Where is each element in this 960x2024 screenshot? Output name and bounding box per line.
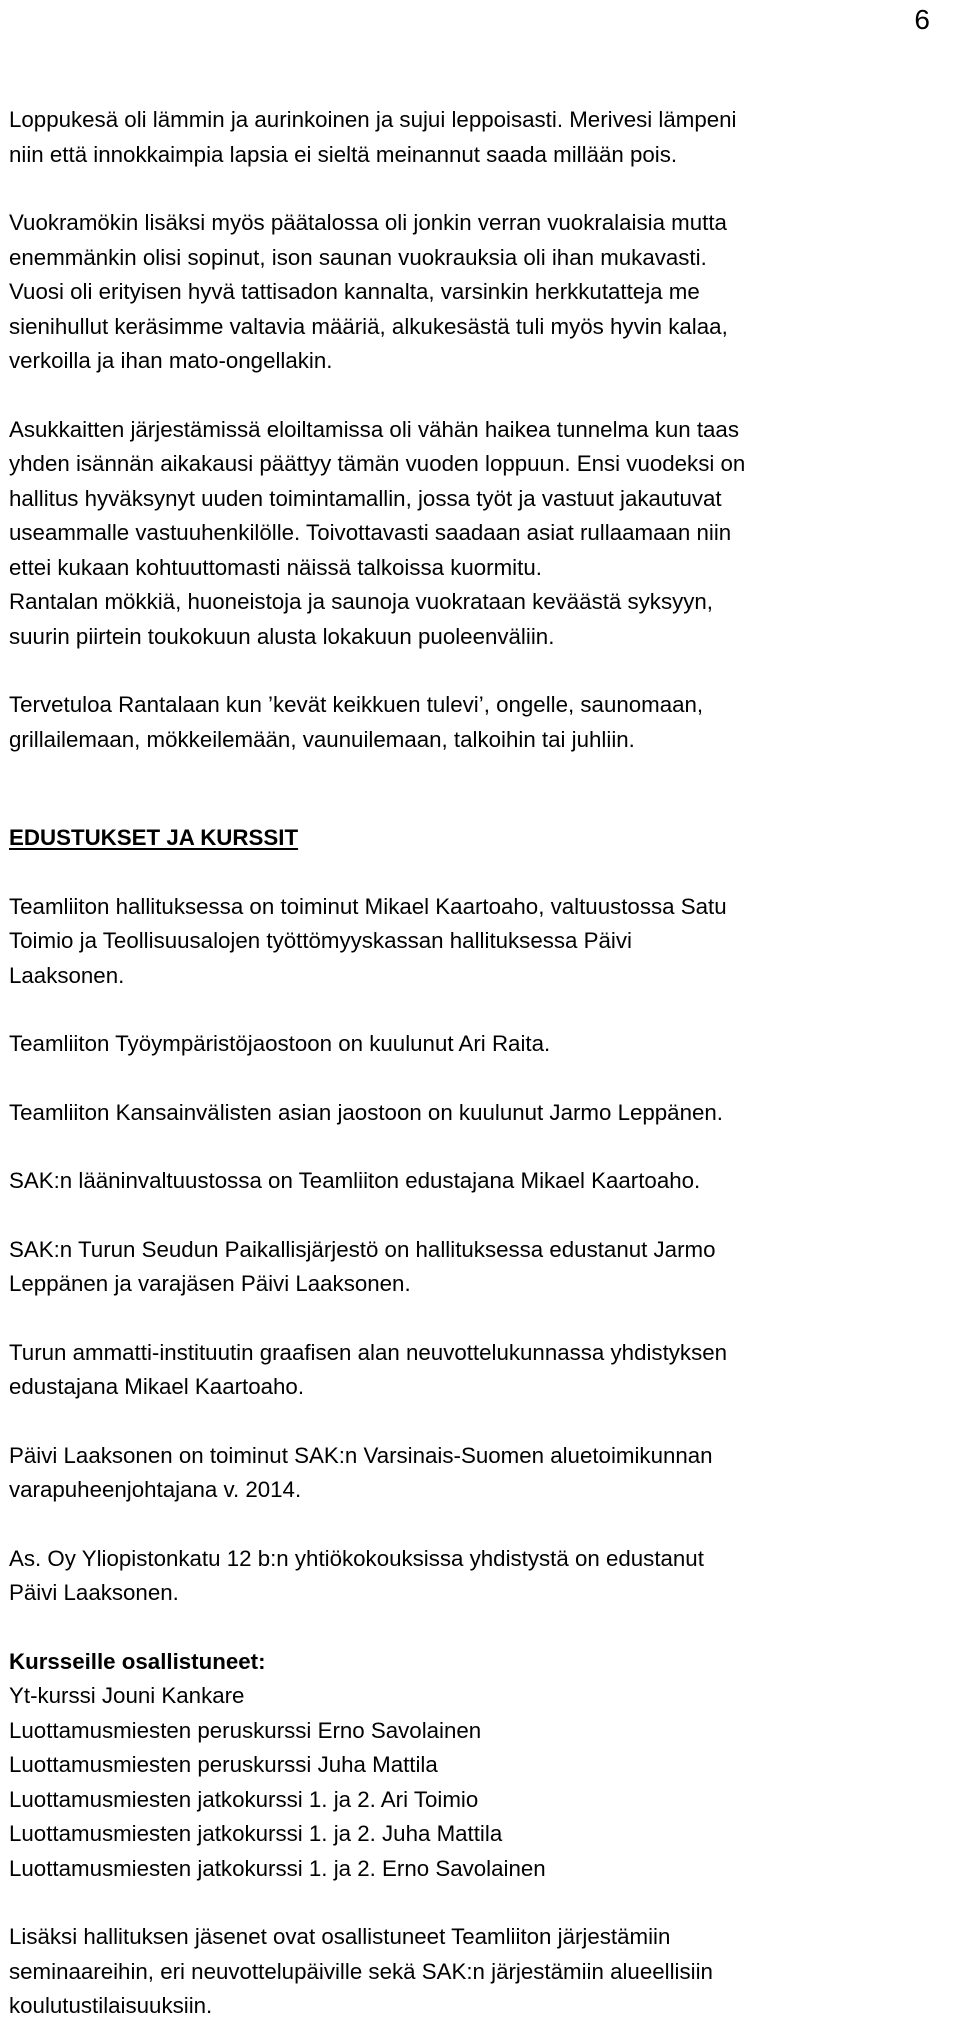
courses-title: Kursseille osallistuneet: <box>9 1648 266 1674</box>
document-body <box>9 103 954 2024</box>
section-paragraph-5: SAK:n Turun Seudun Paikallisjärjestö on hallituksessa edustanut Jarmo Leppänen ja varajäsen Päivi Laaksonen. <box>9 1236 716 1296</box>
section-paragraph-4: SAK:n lääninvaltuustossa on Teamliiton edustajana Mikael Kaartoaho. <box>9 1168 701 1193</box>
course-item: Yt-kurssi Jouni Kankare <box>9 1683 245 1708</box>
course-item: Luottamusmiesten peruskurssi Erno Savolainen <box>9 1717 482 1743</box>
intro-paragraph-4: Tervetuloa Rantalaan kun ’kevät keikkuen tulevi’, ongelle, saunomaan, grillailemaan, mökkeilemään, vaunuilemaan, talkoihin tai juhliin. <box>9 692 704 752</box>
intro-paragraph-1: Loppukesä oli lämmin ja aurinkoinen ja sujui leppoisasti. Merivesi lämpeni niin että innokkaimpia lapsia ei sieltä meinannut saada millään pois. <box>9 107 737 167</box>
courses-list <box>9 1679 954 1886</box>
course-item: Luottamusmiesten jatkokurssi 1. ja 2. Erno Savolainen <box>9 1855 546 1881</box>
page-number: 6 <box>914 4 930 35</box>
closing-paragraph: Lisäksi hallituksen jäsenet ovat osallistuneet Teamliiton järjestämiin seminaareihin, eri neuvottelupäiville sekä SAK:n järjestämiin alueellisiin koulutustilaisuuksiin. <box>9 1924 713 2018</box>
intro-paragraph-2: Vuokramökin lisäksi myös päätalossa oli jonkin verran vuokralaisia mutta enemmänkin olisi sopinut, ison saunan vuokrauksia oli ihan mukavasti. Vuosi oli erityisen hyvä tattisadon kannalta, varsinkin herkkutatteja me sienihullut keräsimme valtavia määriä, alkukesästä tuli myös hyvin kalaa, verkoilla ja ihan mato-ongellakin. <box>9 210 728 373</box>
section-heading: EDUSTUKSET JA KURSSIT <box>9 825 299 850</box>
section-paragraph-1: Teamliiton hallituksessa on toiminut Mikael Kaartoaho, valtuustossa Satu Toimio ja Teollisuusalojen työttömyyskassan hallituksessa Päivi Laaksonen. <box>9 893 727 988</box>
course-item: Luottamusmiesten jatkokurssi 1. ja 2. Ari Toimio <box>9 1786 479 1812</box>
section-paragraph-3: Teamliiton Kansainvälisten asian jaostoon on kuulunut Jarmo Leppänen. <box>9 1099 723 1125</box>
section-paragraph-6: Turun ammatti-instituutin graafisen alan neuvottelukunnassa yhdistyksen edustajana Mikael Kaartoaho. <box>9 1339 728 1399</box>
section-paragraph-7: Päivi Laaksonen on toiminut SAK:n Varsinais-Suomen aluetoimikunnan varapuheenjohtajana v. 2014. <box>9 1442 713 1502</box>
section-paragraph-8: As. Oy Yliopistonkatu 12 b:n yhtiökokouksissa yhdistystä on edustanut Päivi Laaksonen. <box>9 1545 704 1605</box>
course-item: Luottamusmiesten jatkokurssi 1. ja 2. Juha Mattila <box>9 1821 503 1846</box>
course-item: Luottamusmiesten peruskurssi Juha Mattila <box>9 1752 438 1777</box>
section-paragraph-2: Teamliiton Työympäristöjaostoon on kuulunut Ari Raita. <box>9 1031 551 1056</box>
intro-paragraph-3: Asukkaitten järjestämissä eloiltamissa oli vähän haikea tunnelma kun taas yhden isännän aikakausi päättyy tämän vuoden loppuun. Ensi vuodeksi on hallitus hyväksynyt uuden toimintamallin, jossa työt ja vastuut jakautuvat useammalle vastuuhenkilölle. Toivottavasti saadaan asiat rullaamaan niin ettei kukaan kohtuuttomasti näissä talkoissa kuormitu. Rantalan mökkiä, huoneistoja ja saunoja vuokrataan keväästä syksyyn, suurin piirtein toukokuun alusta lokakuun puoleenväliin. <box>9 416 746 649</box>
